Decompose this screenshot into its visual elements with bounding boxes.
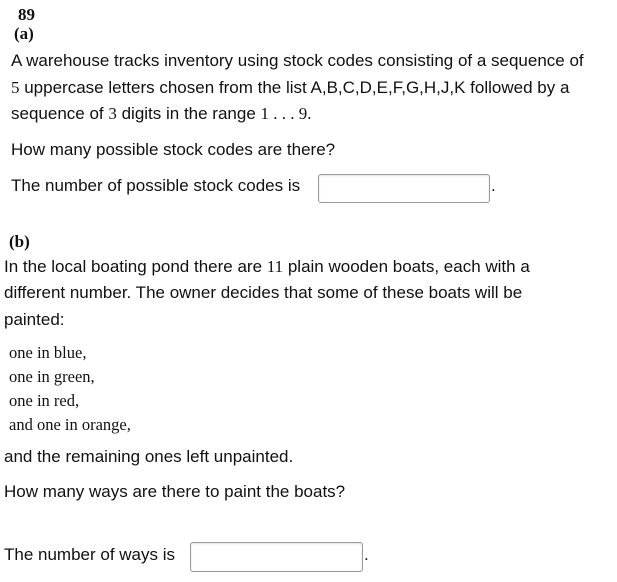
boat-count: 11 [266,256,284,276]
part-a-question: How many possible stock codes are there? [11,140,336,159]
part-b-after-list: and the remaining ones left unpainted. [4,447,294,466]
question-number: 89 [18,5,35,24]
paint-list-item: one in red, [9,391,80,410]
part-b-text-line-1: In the local boating pond there are 11 plain wooden boats, each with a [4,256,530,276]
paint-list-item: one in blue, [9,343,87,362]
digit-count: 3 [108,104,117,123]
part-b-answer-input[interactable] [190,542,363,572]
part-a-answer-suffix: . [491,176,496,195]
part-a-text-line-2: 5 uppercase letters chosen from the list A,B,C,D,E,F,G,H,J,K followed by a [11,77,570,97]
letter-count: 5 [11,77,20,97]
part-b-text-line-3: painted: [4,309,65,329]
part-b-text-line-2: different number. The owner decides that some of these boats will be [4,283,523,302]
part-b-answer-prompt: The number of ways is [4,545,176,564]
part-a-answer-input[interactable] [318,174,490,203]
part-a-answer-prompt: The number of possible stock codes is [11,176,301,195]
part-b-label: (b) [9,232,30,251]
part-a-text-line-3: sequence of 3 digits in the range 1 . . . 9. [11,104,312,123]
part-a-text-line-1: A warehouse tracks inventory using stock codes consisting of a sequence of [11,51,584,70]
part-b-question: How many ways are there to paint the boats? [4,482,346,501]
part-a-label: (a) [14,24,34,43]
part-b-answer-suffix: . [364,545,369,564]
paint-list-item: and one in orange, [9,415,131,434]
paint-list-item: one in green, [9,367,95,386]
digit-range: 1 . . . 9. [260,104,312,123]
